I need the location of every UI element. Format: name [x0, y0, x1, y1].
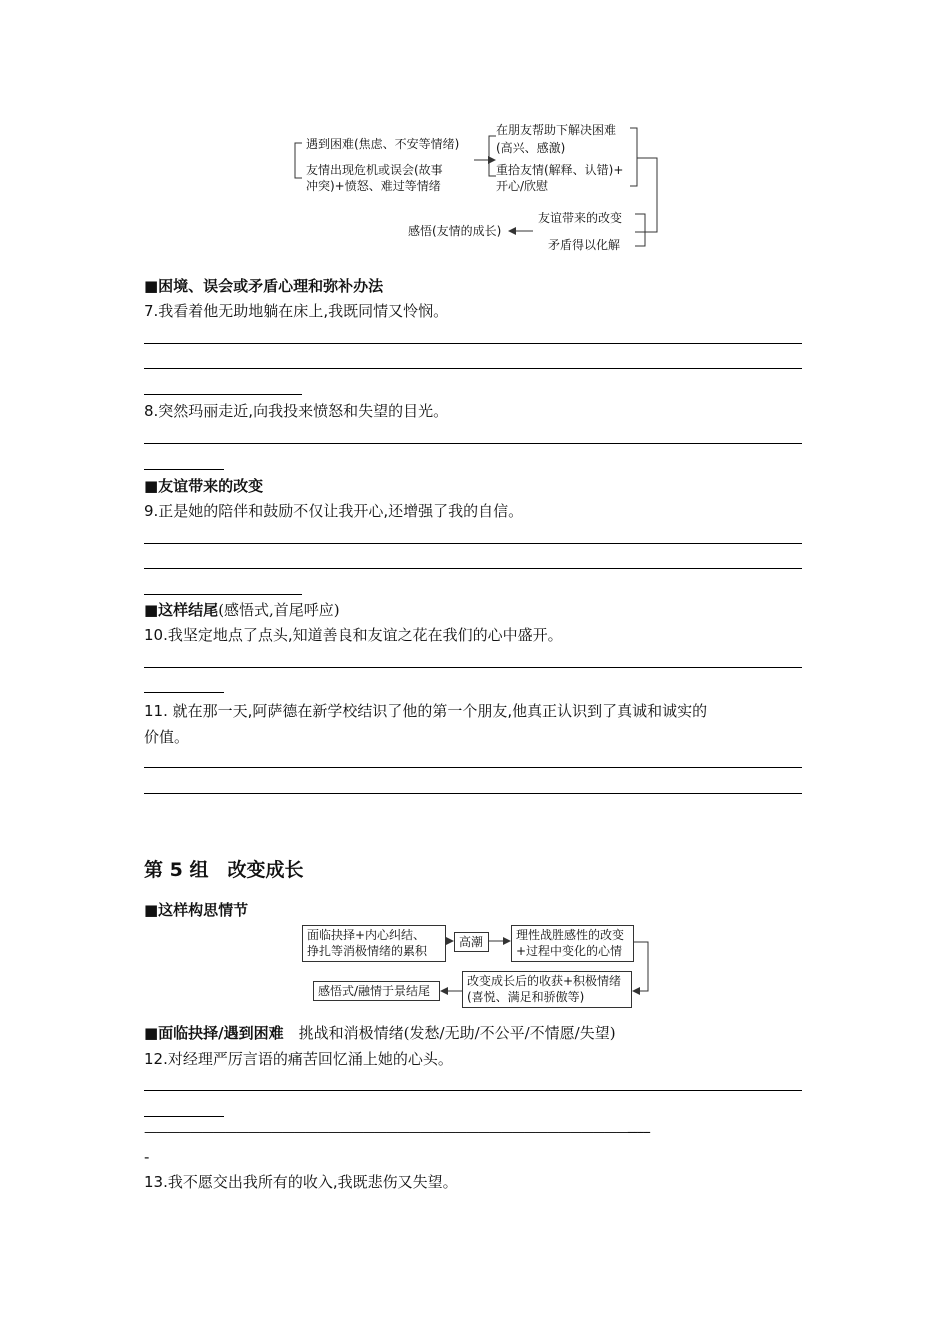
diagram2-box-choice-line1: 面临抉择+内心纠结、 — [307, 928, 426, 942]
diagram2-box-gain-line1: 改变成长后的收获+积极情绪 — [467, 974, 622, 988]
question-11-line2: 价值。 — [144, 728, 190, 746]
diagram2-box-climax: 高潮 — [454, 932, 489, 952]
diagram1-right2b: 开心/欣慰 — [496, 179, 549, 193]
question-7: 7.我看着他无助地躺在床上,我既同情又怜悯。 — [144, 302, 449, 320]
diagram1-change: 友谊带来的改变 — [538, 211, 623, 225]
diagram1-left2a: 友情出现危机或误会(故事 — [306, 163, 443, 177]
diagram2-box-change-line1: 理性战胜感性的改变 — [516, 928, 625, 942]
diagram2-box-gain-line2: (喜悦、满足和骄傲等) — [467, 990, 585, 1004]
section-header-dilemma: ■困境、误会或矛盾心理和弥补办法 — [144, 277, 384, 295]
question-11-line1: 11. 就在那一天,阿萨德在新学校结识了他的第一个朋友,他真正认识到了真诚和诚实的 — [144, 702, 708, 720]
diagram1-insight: 感悟(友情的成长) — [408, 224, 502, 238]
diagram1-left2b: 冲突)+愤怒、难过等情绪 — [306, 179, 441, 193]
diagram1-right1a: 在朋友帮助下解决困难 — [496, 123, 617, 137]
section-header-facing-choice-title: ■面临抉择/遇到困难 — [144, 1024, 284, 1042]
diagram1-right1b: (高兴、感激) — [496, 141, 566, 155]
dashed-answer-line-tail: - — [144, 1148, 150, 1166]
question-13: 13.我不愿交出我所有的收入,我既悲伤又失望。 — [144, 1173, 458, 1191]
diagram2-box-choice — [302, 925, 446, 962]
question-12: 12.对经理严厉言语的痛苦回忆涌上她的心头。 — [144, 1050, 453, 1068]
diagram2-box-change-line2: +过程中变化的心情 — [516, 944, 623, 958]
answer-line[interactable] — [144, 1090, 802, 1091]
diagram2-box-choice-line2: 挣扎等消极情绪的累积 — [307, 944, 428, 958]
question-9: 9.正是她的陪伴和鼓励不仅让我开心,还增强了我的自信。 — [144, 502, 524, 520]
section-header-facing-choice-note: 挑战和消极情绪(发愁/无助/不公平/不情愿/失望) — [283, 1024, 616, 1042]
diagram2-box-gain — [462, 971, 632, 1008]
section-header-ending-title: ■这样结尾 — [144, 601, 219, 619]
question-8: 8.突然玛丽走近,向我投来愤怒和失望的目光。 — [144, 402, 449, 420]
diagram2-box-ending: 感悟式/融情于景结尾 — [313, 981, 440, 1001]
diagram2-box-change — [511, 925, 634, 962]
section-header-ending-note: (感悟式,首尾呼应) — [218, 601, 340, 619]
group-title: 第 5 组 改变成长 — [144, 859, 304, 881]
section-header-facing-choice — [144, 1023, 616, 1043]
diagram1-left1: 遇到困难(焦虑、不安等情绪) — [306, 137, 460, 151]
section-header-plot: ■这样构思情节 — [144, 901, 249, 919]
question-10: 10.我坚定地点了点头,知道善良和友谊之花在我们的心中盛开。 — [144, 626, 563, 644]
dashed-answer-line[interactable]: ——————————————————————————————————————————------- — [144, 1125, 650, 1140]
section-header-friendship-change: ■友谊带来的改变 — [144, 477, 264, 495]
diagram1-right2a: 重拾友情(解释、认错)+ — [496, 163, 624, 177]
answer-line[interactable] — [144, 1116, 224, 1117]
diagram1-resolve: 矛盾得以化解 — [548, 238, 621, 252]
